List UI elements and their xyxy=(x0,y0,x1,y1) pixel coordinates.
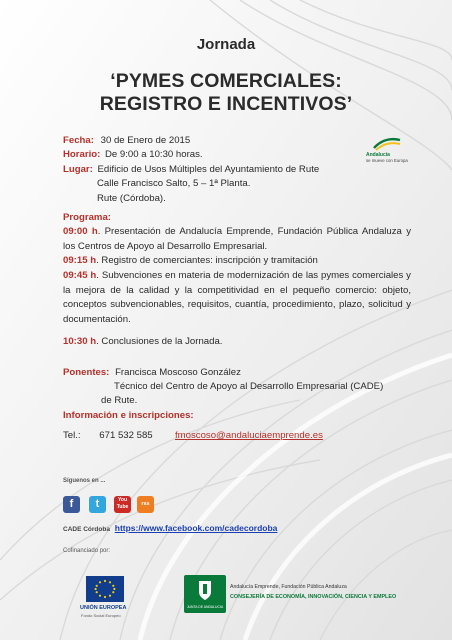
eu-stars-icon xyxy=(86,576,124,602)
programa-item-text: . Conclusiones de la Jornada. xyxy=(96,336,223,347)
programa-item-time: 09:00 h xyxy=(63,226,98,237)
ponente-name: Francisca Moscoso González xyxy=(115,367,241,378)
fecha-value: 30 de Enero de 2015 xyxy=(100,135,191,146)
rss-icon[interactable]: rss xyxy=(137,496,154,513)
lugar-label: Lugar: xyxy=(63,164,93,175)
event-type: Jornada xyxy=(196,36,256,53)
event-title-line1: ‘PYMES COMERCIALES: xyxy=(110,70,342,92)
cofinanciado-label: Cofinanciado por: xyxy=(63,548,111,554)
andalucia-logo-line1: Andalucía xyxy=(366,152,390,158)
horario-label: Horario: xyxy=(63,149,101,160)
eu-flag-icon xyxy=(86,576,124,602)
ponente-role: Técnico del Centro de Apoyo al Desarrollo Empresarial (CADE) xyxy=(114,381,384,392)
andalucia-swoosh-icon xyxy=(372,137,402,151)
tel-value: 671 532 585 xyxy=(99,430,153,441)
ue-label: UNIÓN EUROPEA xyxy=(80,605,127,611)
programa-item-time: 09:15 h xyxy=(63,255,97,266)
programa-item xyxy=(63,225,411,254)
youtube-icon[interactable]: You Tube xyxy=(114,496,131,513)
facebook-icon[interactable]: f xyxy=(63,496,80,513)
lugar-line2: Calle Francisco Salto, 5 – 1ª Planta. xyxy=(97,178,251,189)
facebook-link[interactable]: https://www.facebook.com/cadecordoba xyxy=(114,523,278,533)
info-label: Información e inscripciones: xyxy=(63,410,194,421)
ponentes-label: Ponentes: xyxy=(63,367,110,378)
fse-label: Fondo Social Europeo xyxy=(81,613,121,618)
junta-caption: JUNTA DE ANDALUCIA xyxy=(186,605,224,609)
andalucia-europa-logo xyxy=(366,137,408,171)
programa-label: Programa: xyxy=(63,212,111,223)
ponentes-row xyxy=(63,366,241,380)
lugar-line1: Edificio de Usos Múltiples del Ayuntamiento de Rute xyxy=(97,164,320,175)
programa-item xyxy=(63,254,411,269)
programa-item-time: 10:30 h xyxy=(63,336,97,347)
junta-andalucia-logo xyxy=(184,575,226,613)
programa-item-text: . Subvenciones en materia de modernización de las pymes comerciales y la mejora de la calidad y la competitividad en el pequeño comercio: objeto, conceptos subvencionables, requisitos, cuantía, procedimiento, plazo, solicitud y documentación. xyxy=(63,270,411,325)
junta-line2: CONSEJERÍA DE ECONOMÍA, INNOVACIÓN, CIENCIA Y EMPLEO xyxy=(230,594,397,600)
programa-item-time: 09:45 h xyxy=(63,270,97,281)
fecha-label: Fecha: xyxy=(63,135,94,146)
tel-label: Tel.: xyxy=(63,430,81,441)
cade-label: CADE Córdoba xyxy=(63,526,110,533)
ponente-location: de Rute. xyxy=(101,395,138,406)
junta-line1: Andalucía Emprende, Fundación Pública Andaluza xyxy=(230,584,347,590)
programa-item xyxy=(63,335,411,350)
fecha-row xyxy=(63,134,190,148)
andalucia-logo-line2: se mueve con Europa xyxy=(366,158,408,163)
cade-row xyxy=(63,523,277,533)
lugar-line3: Rute (Córdoba). xyxy=(97,193,166,204)
email-link[interactable]: fmoscoso@andaluciaemprende.es xyxy=(175,430,323,441)
lugar-row xyxy=(63,163,319,177)
horario-value: De 9:00 a 10:30 horas. xyxy=(104,149,203,160)
programa-item-text: . Presentación de Andalucía Emprende, Fundación Pública Andaluza y los Centros de Apoyo al Desarrollo Empresarial. xyxy=(63,226,411,252)
programa-item-text: . Registro de comerciantes: inscripción y tramitación xyxy=(96,255,318,266)
siguenos-label: Síguenos en ... xyxy=(63,478,106,484)
programa-item xyxy=(63,269,411,327)
junta-shield-icon xyxy=(184,575,226,605)
twitter-icon[interactable]: t xyxy=(89,496,106,513)
horario-row xyxy=(63,148,203,162)
tel-row xyxy=(63,429,153,443)
event-title-line2: REGISTRO E INCENTIVOS’ xyxy=(99,93,353,115)
